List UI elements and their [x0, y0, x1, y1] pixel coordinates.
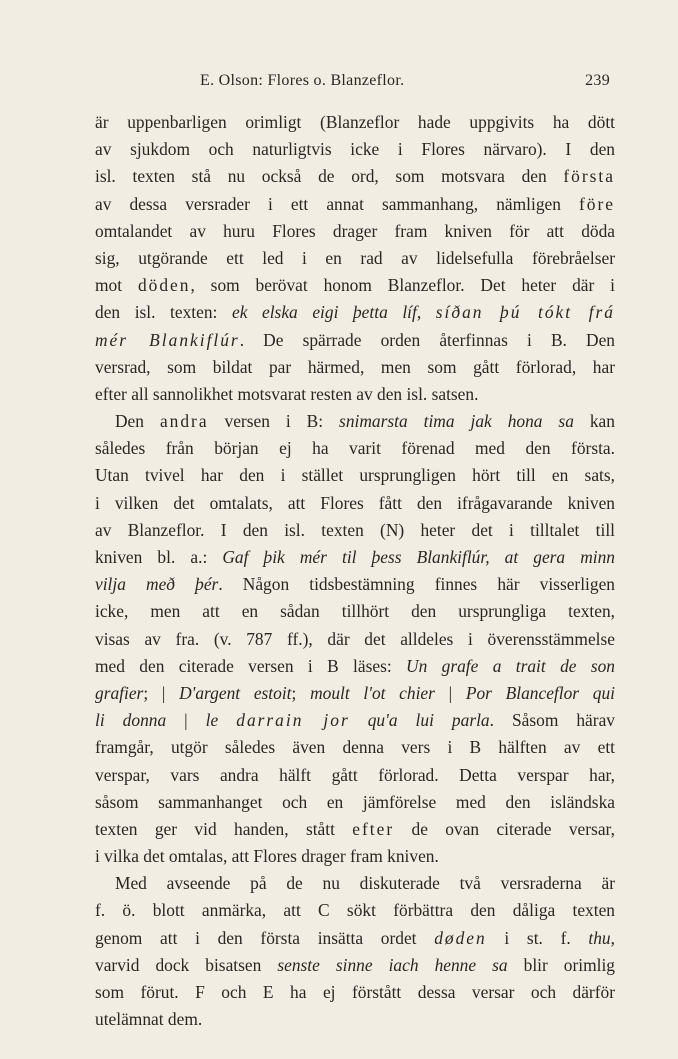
text-line: [95, 245, 615, 272]
text-line: [95, 816, 615, 843]
emphasized-text: vilja með þér: [95, 574, 219, 595]
text-run: i st. f.: [486, 927, 589, 948]
text-run: texten ger vid handen, stått: [95, 818, 353, 839]
page-number: 239: [585, 72, 610, 89]
body-text: [95, 109, 615, 1033]
text-run: |: [166, 710, 206, 731]
text-run: de ovan citerade versar,: [394, 818, 615, 839]
emphasized-text: senste sinne iach henne sa: [277, 954, 508, 975]
emphasized-text: D'argent estoit: [179, 682, 292, 703]
text-line: [95, 435, 615, 462]
running-header: [130, 72, 610, 96]
text-line: [95, 163, 615, 190]
text-line: [95, 626, 615, 653]
text-run: mot: [95, 275, 138, 296]
text-run: kniven bl. a.:: [95, 547, 223, 567]
text-run: , som berövat honom Blanzeflor. Det heter där i: [190, 275, 615, 296]
text-run: är uppenbarligen orimligt (Blanzeflor hade uppgivits ha dött: [95, 112, 615, 132]
text-line: [95, 707, 615, 734]
text-run: i vilka det omtalas, att Flores drager fram kniven.: [95, 846, 439, 867]
emphasized-text: le: [205, 710, 237, 731]
text-line: [95, 218, 615, 245]
text-line: [95, 1006, 615, 1033]
text-line: [95, 544, 615, 571]
text-run: framgår, utgör således även denna vers i B hälften av ett: [95, 737, 615, 758]
text-line: [95, 762, 615, 789]
text-run: versen i B:: [208, 411, 340, 432]
emphasized-text: första: [563, 166, 615, 187]
text-run: ; |: [143, 682, 180, 703]
emphasized-text: qu'a lui parla: [349, 710, 490, 731]
emphasized-text: ek elska eigi þetta líf,: [231, 302, 436, 323]
text-run: verspar, vars andra hälft gått förlorad. Detta verspar har,: [95, 764, 615, 785]
emphasized-text: grafier: [95, 682, 144, 703]
text-line: [95, 598, 615, 625]
text-line: [95, 191, 615, 218]
emphasized-text: Un grafe a trait de son: [406, 655, 615, 676]
text-run: med den citerade versen i B läses:: [95, 655, 407, 676]
emphasized-text: síðan þú tókt frá: [435, 302, 615, 323]
emphasized-text: døden: [434, 927, 487, 948]
emphasized-text: andra: [159, 411, 209, 432]
text-run: kan: [573, 411, 615, 432]
text-run: isl. texten stå nu också de ord, som motsvara den: [95, 166, 564, 187]
emphasized-text: snimarsta tima jak hona sa: [339, 411, 574, 432]
text-line: [95, 653, 615, 680]
text-run: således från början ej ha varit förenad med den första.: [95, 438, 615, 459]
text-line: [95, 408, 615, 435]
text-run: . Någon tidsbestämning finnes här visserligen: [218, 574, 615, 595]
text-line: [95, 979, 615, 1006]
text-line: [95, 272, 615, 299]
text-run: som förut. F och E ha ej förstått dessa versar och därför: [95, 982, 615, 1002]
text-run: varvid dock bisatsen: [95, 954, 278, 975]
text-run: i vilken det omtalats, att Flores fått den ifrågavarande kniven: [95, 492, 615, 513]
text-line: [95, 897, 615, 924]
text-line: [95, 354, 615, 381]
text-line: [95, 870, 615, 897]
text-run: icke, men att en sådan tillhört den ursprungliga texten,: [95, 601, 615, 622]
text-run: blir orimlig: [507, 954, 615, 975]
text-line: [95, 571, 615, 598]
text-run: av Blanzeflor. I den isl. texten (N) heter det i tilltalet till: [95, 519, 615, 540]
emphasized-text: li donna: [95, 710, 167, 731]
emphasized-text: döden: [137, 275, 191, 296]
text-line: [95, 952, 615, 979]
text-run: såsom sammanhanget och en jämförelse med den isländska: [95, 791, 615, 812]
emphasized-text: före: [579, 193, 615, 214]
text-line: [95, 136, 615, 163]
running-title: E. Olson: Flores o. Blanzeflor.: [200, 72, 405, 89]
text-line: [95, 680, 615, 707]
text-run: Utan tvivel har den i stället ursprungligen hört till en sats,: [95, 465, 615, 486]
text-line: [95, 734, 615, 761]
text-run: Med avseende på de nu diskuterade två versraderna är: [115, 873, 615, 894]
text-run: Den: [115, 411, 160, 432]
text-run: ;: [291, 682, 311, 703]
text-run: ,: [610, 927, 615, 948]
text-run: den isl. texten:: [95, 302, 232, 323]
text-run: efter all sannolikhet motsvarat resten av den isl. satsen.: [95, 383, 479, 404]
text-line: [95, 381, 615, 408]
text-line: [95, 843, 615, 870]
text-run: . De spärrade orden återfinnas i B. Den: [239, 329, 615, 350]
text-line: [95, 517, 615, 544]
text-line: [95, 789, 615, 816]
text-run: sig, utgörande ett led i en rad av lidelsefulla förebråelser: [95, 247, 615, 268]
text-line: [95, 299, 615, 326]
text-line: [95, 462, 615, 489]
text-run: |: [434, 682, 466, 703]
emphasized-text: efter: [352, 818, 395, 839]
text-line: [95, 490, 615, 517]
text-run: f. ö. blott anmärka, att C sökt förbättra den dåliga texten: [95, 900, 615, 921]
text-run: omtalandet av huru Flores drager fram kniven för att döda: [95, 220, 615, 241]
text-line: [95, 109, 615, 136]
emphasized-text: mér Blankiflúr: [95, 329, 240, 350]
text-run: av sjukdom och naturligtvis icke i Flores närvaro). I den: [95, 139, 615, 160]
emphasized-text: Gaf þik mér til þess Blankiflúr, at gera minn: [222, 547, 615, 567]
emphasized-text: thu: [588, 927, 611, 948]
text-run: genom att i den första insätta ordet: [95, 927, 435, 948]
text-line: [95, 925, 615, 952]
emphasized-text: moult l'ot chier: [310, 682, 435, 703]
emphasized-text: darrain jor: [236, 710, 350, 731]
text-run: . Såsom härav: [489, 710, 615, 731]
emphasized-text: Por Blanceflor qui: [465, 682, 615, 703]
text-run: utelämnat dem.: [95, 1009, 203, 1030]
text-run: av dessa versrader i ett annat sammanhang, nämligen: [95, 193, 579, 214]
text-run: versrad, som bildat par härmed, men som gått förlorad, har: [95, 356, 615, 377]
text-line: [95, 327, 615, 354]
text-run: visas av fra. (v. 787 ff.), där det alldeles i överensstämmelse: [95, 628, 615, 649]
